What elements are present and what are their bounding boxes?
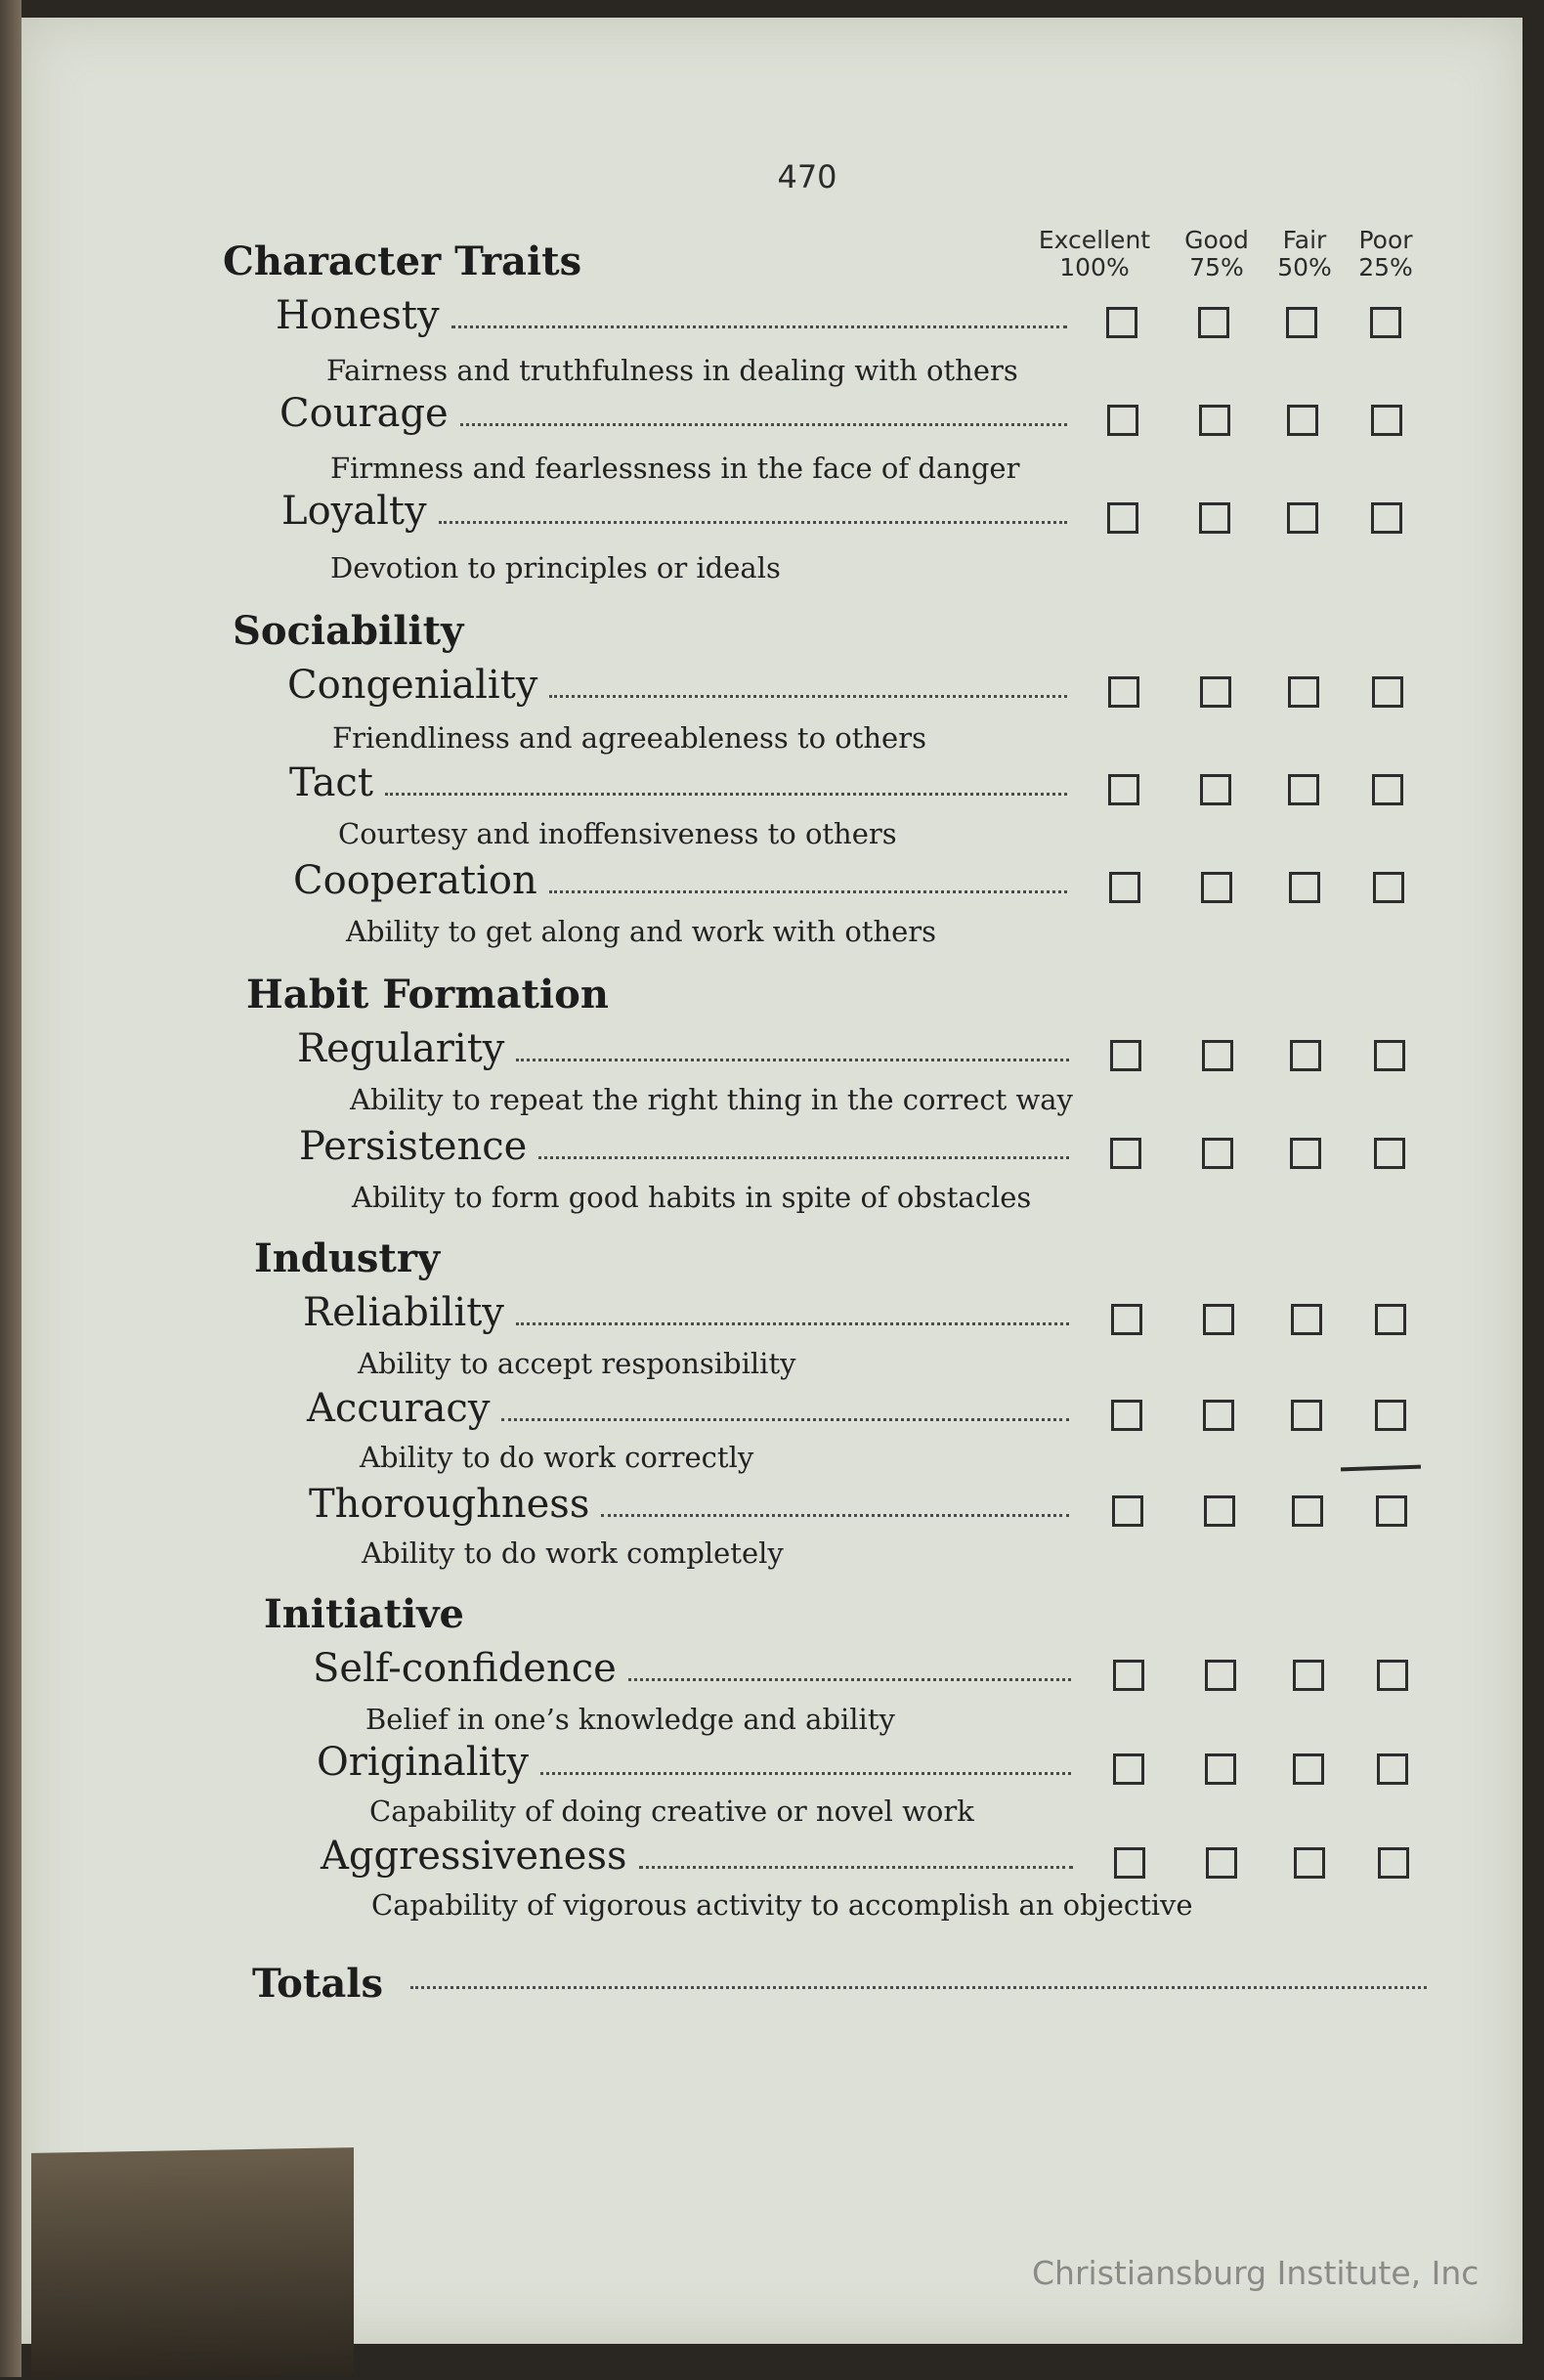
trait-description: Capability of vigorous activity to accomplish an objective — [371, 1888, 1193, 1922]
trait-row-thoroughness — [309, 1482, 1069, 1529]
trait-name: Regularity — [297, 1026, 505, 1071]
rating-checkbox-good[interactable] — [1205, 1660, 1236, 1691]
rating-checkbox-poor[interactable] — [1372, 774, 1403, 805]
rating-checkbox-good[interactable] — [1206, 1847, 1237, 1879]
trait-row-tact — [289, 760, 1067, 807]
rating-checkbox-excellent[interactable] — [1110, 1040, 1141, 1071]
trait-name: Loyalty — [281, 489, 427, 534]
trait-description: Friendliness and agreeableness to others — [332, 721, 926, 755]
rating-checkbox-fair[interactable] — [1287, 405, 1318, 436]
rating-checkbox-fair[interactable] — [1292, 1495, 1323, 1527]
rating-checkbox-excellent[interactable] — [1107, 502, 1138, 534]
rating-checkbox-good[interactable] — [1205, 1753, 1236, 1785]
rating-checkbox-excellent[interactable] — [1108, 774, 1139, 805]
rating-checkbox-fair[interactable] — [1290, 1040, 1321, 1071]
trait-name: Tact — [289, 760, 373, 805]
section-title-industry: Industry — [254, 1235, 441, 1281]
trait-description: Ability to do work completely — [362, 1536, 784, 1570]
rating-checkbox-fair[interactable] — [1291, 1400, 1322, 1431]
rating-checkbox-good[interactable] — [1201, 872, 1232, 903]
page-number: 470 — [777, 158, 837, 195]
trait-description: Ability to do work correctly — [360, 1441, 754, 1474]
rating-checkbox-fair[interactable] — [1288, 676, 1319, 708]
rating-checkbox-fair[interactable] — [1293, 1753, 1324, 1785]
totals-label: Totals — [252, 1961, 383, 2007]
rating-checkbox-excellent[interactable] — [1114, 1847, 1145, 1879]
leader-dots — [501, 1389, 1069, 1421]
trait-name: Congeniality — [287, 663, 538, 708]
leader-dots — [601, 1485, 1069, 1517]
trait-name: Reliability — [303, 1290, 504, 1335]
trait-description: Courtesy and inoffensiveness to others — [338, 817, 897, 850]
trait-description: Fairness and truthfulness in dealing with others — [326, 354, 1018, 387]
trait-row-regularity — [297, 1026, 1069, 1073]
column-header-excellent: Excellent 100% — [1038, 226, 1151, 281]
rating-checkbox-fair[interactable] — [1290, 1138, 1321, 1169]
leader-dots — [516, 1293, 1069, 1325]
trait-row-persistence — [299, 1124, 1069, 1171]
rating-checkbox-poor[interactable] — [1376, 1495, 1407, 1527]
trait-name: Courage — [279, 391, 449, 436]
trait-row-accuracy — [307, 1386, 1069, 1433]
rating-checkbox-good[interactable] — [1203, 1400, 1234, 1431]
book-corner — [31, 2147, 354, 2380]
trait-description: Capability of doing creative or novel work — [369, 1795, 974, 1828]
section-title-sociability: Sociability — [233, 608, 464, 654]
rating-checkbox-poor[interactable] — [1378, 1847, 1409, 1879]
rating-checkbox-poor[interactable] — [1373, 872, 1404, 903]
totals-line — [410, 1986, 1427, 1989]
trait-row-courage — [279, 391, 1067, 438]
rating-checkbox-good[interactable] — [1200, 774, 1231, 805]
rating-checkbox-poor[interactable] — [1375, 1400, 1406, 1431]
rating-checkbox-poor[interactable] — [1371, 405, 1402, 436]
watermark: Christiansburg Institute, Inc — [1032, 2254, 1480, 2292]
trait-description: Firmness and fearlessness in the face of danger — [330, 452, 1020, 485]
rating-checkbox-poor[interactable] — [1377, 1753, 1408, 1785]
trait-description: Ability to form good habits in spite of obstacles — [352, 1181, 1032, 1214]
rating-checkbox-good[interactable] — [1204, 1495, 1235, 1527]
trait-description: Devotion to principles or ideals — [330, 551, 781, 584]
leader-dots — [451, 296, 1067, 328]
rating-checkbox-excellent[interactable] — [1110, 1138, 1141, 1169]
trait-name: Self-confidence — [313, 1646, 617, 1691]
section-title-character-traits: Character Traits — [223, 238, 582, 284]
rating-checkbox-excellent[interactable] — [1111, 1400, 1142, 1431]
column-header-fair: Fair 50% — [1277, 226, 1332, 281]
trait-name: Originality — [317, 1740, 529, 1785]
leader-dots — [628, 1649, 1071, 1681]
rating-checkbox-fair[interactable] — [1286, 307, 1317, 338]
rating-checkbox-good[interactable] — [1200, 676, 1231, 708]
leader-dots — [538, 1127, 1069, 1159]
rating-checkbox-poor[interactable] — [1371, 502, 1402, 534]
leader-dots — [385, 763, 1067, 796]
trait-name: Cooperation — [293, 858, 537, 903]
rating-checkbox-excellent[interactable] — [1113, 1753, 1144, 1785]
rating-checkbox-poor[interactable] — [1370, 307, 1401, 338]
rating-checkbox-fair[interactable] — [1294, 1847, 1325, 1879]
trait-row-originality — [317, 1740, 1071, 1787]
trait-name: Aggressiveness — [321, 1834, 627, 1879]
rating-checkbox-excellent[interactable] — [1113, 1660, 1144, 1691]
leader-dots — [439, 492, 1067, 524]
trait-row-loyalty — [281, 489, 1067, 536]
rating-checkbox-good[interactable] — [1203, 1304, 1234, 1335]
column-header-good: Good 75% — [1184, 226, 1249, 281]
rating-checkbox-good[interactable] — [1199, 405, 1230, 436]
trait-description: Ability to get along and work with others — [346, 915, 937, 948]
trait-row-reliability — [303, 1290, 1069, 1337]
rating-checkbox-good[interactable] — [1202, 1138, 1233, 1169]
rating-checkbox-poor[interactable] — [1375, 1304, 1406, 1335]
leader-dots — [549, 861, 1067, 893]
trait-row-aggressiveness — [321, 1834, 1073, 1881]
trait-row-honesty — [276, 293, 1067, 340]
rating-checkbox-excellent[interactable] — [1107, 405, 1138, 436]
leader-dots — [639, 1837, 1074, 1869]
rating-checkbox-poor[interactable] — [1377, 1660, 1408, 1691]
rating-checkbox-fair[interactable] — [1287, 502, 1318, 534]
trait-name: Accuracy — [307, 1386, 491, 1431]
trait-row-congeniality — [287, 663, 1067, 710]
trait-name: Honesty — [276, 293, 440, 338]
trait-description: Belief in one’s knowledge and ability — [365, 1703, 895, 1736]
trait-name: Persistence — [299, 1124, 528, 1169]
section-title-habit-formation: Habit Formation — [246, 972, 609, 1017]
rating-checkbox-excellent[interactable] — [1106, 307, 1137, 338]
leader-dots — [460, 394, 1067, 426]
book-binding — [0, 0, 21, 2377]
trait-description: Ability to repeat the right thing in the correct way — [350, 1083, 1073, 1116]
section-title-initiative: Initiative — [264, 1591, 464, 1637]
leader-dots — [516, 1029, 1069, 1061]
column-header-poor: Poor 25% — [1358, 226, 1413, 281]
rating-checkbox-fair[interactable] — [1293, 1660, 1324, 1691]
rating-checkbox-excellent[interactable] — [1108, 676, 1139, 708]
rating-checkbox-fair[interactable] — [1288, 774, 1319, 805]
rating-checkbox-fair[interactable] — [1289, 872, 1320, 903]
leader-dots — [549, 666, 1067, 698]
rating-checkbox-good[interactable] — [1198, 307, 1229, 338]
rating-checkbox-poor[interactable] — [1374, 1040, 1405, 1071]
trait-row-self-confidence — [313, 1646, 1071, 1693]
trait-row-cooperation — [293, 858, 1067, 905]
rating-checkbox-good[interactable] — [1202, 1040, 1233, 1071]
rating-checkbox-poor[interactable] — [1374, 1138, 1405, 1169]
rating-checkbox-fair[interactable] — [1291, 1304, 1322, 1335]
rating-checkbox-good[interactable] — [1199, 502, 1230, 534]
rating-checkbox-excellent[interactable] — [1111, 1304, 1142, 1335]
trait-description: Ability to accept responsibility — [358, 1347, 796, 1380]
trait-name: Thoroughness — [309, 1482, 590, 1527]
rating-checkbox-poor[interactable] — [1372, 676, 1403, 708]
leader-dots — [540, 1743, 1071, 1775]
rating-checkbox-excellent[interactable] — [1109, 872, 1140, 903]
rating-checkbox-excellent[interactable] — [1112, 1495, 1143, 1527]
